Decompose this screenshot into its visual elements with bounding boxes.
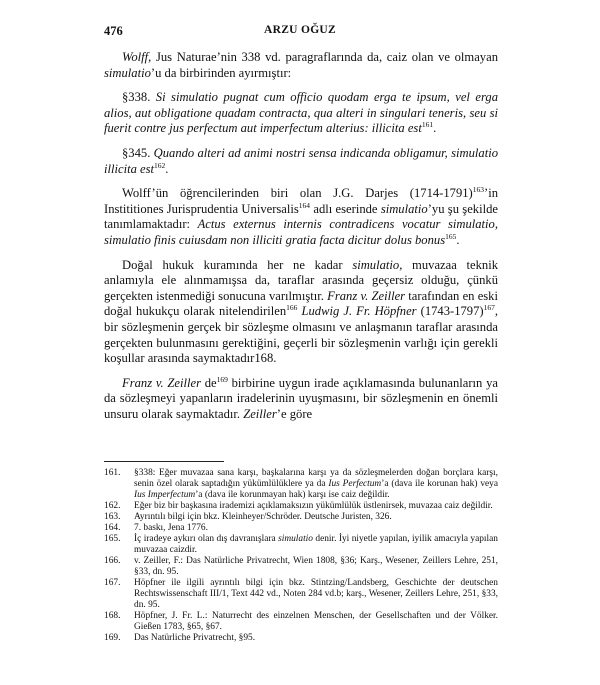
footnote-number: 163. xyxy=(104,512,121,522)
footnote-169 xyxy=(104,633,498,644)
footnote-165 xyxy=(104,534,498,556)
footnote-number: 161. xyxy=(104,468,121,478)
text-run: ’a (dava ile korunmayan hak) karşı ise caiz değildir. xyxy=(195,490,390,500)
footnote-164 xyxy=(104,523,498,534)
footnote-ref: 163 xyxy=(472,184,484,194)
footnote-ref: 165 xyxy=(445,231,457,241)
footnote-text: Das Natürliche Privatrecht, §95. xyxy=(134,633,256,643)
latin-quote: Quando alteri ad animi nostri sensa indicanda obligamur, simulatio illicita est xyxy=(104,145,498,176)
latin-quote: Si simulatio pugnat cum officio quodam erga te ipsum, vel erga alios, aut obligatione quadam contracta, qua alteri in singulari teneris, seu si fuerit contre jus perfectum aut imperfectum alterius: illicita est xyxy=(104,90,499,136)
latin-quote: Actus externus internis contradicens vocatur simulatio, simulatio finis cuiusdam non illiciti gratia facta dicitur dolus bonus xyxy=(104,217,498,247)
footnote-161 xyxy=(104,468,498,501)
latin-term: Ius Imperfectum xyxy=(134,490,196,500)
footnote-ref: 162 xyxy=(154,160,166,170)
paragraph-wolff-jus-naturae xyxy=(104,50,498,81)
text-run: denir. İyi niyetle yapılan, iyilik amacıyla yapılan muvazaa caizdir. xyxy=(134,534,498,555)
text-run: tarafından en eski doğal hukukçu olarak nitelendirilen xyxy=(104,288,498,319)
text-run: , Jus Naturae’nin 338 vd. paragraflarında da, caiz olan ve olmayan xyxy=(148,50,498,64)
text-run: adlı eserinde xyxy=(310,201,381,216)
text-run: ’e göre xyxy=(276,406,313,421)
paragraph-darjes xyxy=(104,186,498,248)
footnote-number: 164. xyxy=(104,523,121,533)
author-name: Zeiller xyxy=(243,406,277,421)
footnote-163 xyxy=(104,512,498,523)
author-name: Franz v. Zeiller xyxy=(122,375,201,390)
footnote-number: 165. xyxy=(104,534,121,544)
text-run: İç iradeye aykırı olan dış davranışlara xyxy=(134,534,279,544)
text-run: (1743-1797) xyxy=(416,304,484,319)
latin-term: Ius Perfectum xyxy=(328,479,382,489)
footnote-number: 166. xyxy=(104,556,121,566)
text-run: . xyxy=(456,232,460,247)
footnote-text: Höpfner ile ilgili ayrıntılı bilgi için bkz. Stintzing/Landsberg, Geschichte der deutschen Rechtswissenschaft III/1, Text 442 vd., Noten 284 vd.b; karş., Wesener, Zeillers Lehre, 251, §33, dn. 95. xyxy=(134,578,498,610)
latin-term: simulatio xyxy=(104,65,151,80)
footnote-ref: 164 xyxy=(298,200,311,210)
paragraph-natural-law xyxy=(104,258,498,367)
author-name: Ludwig J. Fr. Höpfner xyxy=(301,304,417,319)
text-run: , bir sözleşmenin gerçek bir sözleşme olmasını ve anlaşmanın taraflar arasında gerçekten bulunmasını gerektiğini, geçerli bir sözleşmenin varlığı için gerekli koşullar arasında saymaktadır168. xyxy=(104,304,498,366)
paragraph-zeiller xyxy=(104,376,498,423)
footnote-ref: 166 xyxy=(286,303,298,313)
footnote-ref: 167 xyxy=(483,303,495,313)
footnote-text: Eğer biz bir başkasına irademizi açıklamaksızın yükümlülük üstlenirsek, muvazaa caiz değildir. xyxy=(134,501,493,511)
text-run: ’a (dava ile korunan hak) veya xyxy=(381,479,499,489)
footnote-text: Ayrıntılı bilgi için bkz. Kleinheyer/Schröder. Deutsche Juristen, 326. xyxy=(134,512,392,522)
paragraph-section-345 xyxy=(104,146,498,177)
footnote-text: v. Zeiller, F.: Das Natürliche Privatrecht, Wien 1808, §36; Karş., Wesener, Zeillers Lehre, 251, §33, dn. 95. xyxy=(134,556,498,577)
text-run: de xyxy=(200,375,217,390)
footnote-162 xyxy=(104,501,498,512)
footnote-text: 7. baskı, Jena 1776. xyxy=(134,523,208,533)
author-name: Franz v. Zeiller xyxy=(327,288,406,303)
latin-term: simulatio, xyxy=(352,257,403,272)
footnote-ref: 161 xyxy=(421,120,434,130)
footnote-number: 162. xyxy=(104,501,121,511)
footnote-167 xyxy=(104,578,498,611)
footnote-ref: 169 xyxy=(216,374,228,384)
text-run: Wolff’ün öğrencilerinden biri olan J.G. Darjes (1714-1791) xyxy=(122,186,473,201)
footnote-divider xyxy=(104,461,224,462)
text-run: birbirine uygun irade açıklamasında bulunanların ya da sözleşmeyi yapanların iradelerinin uyuşmasını, bir sözleşmenin en önemli unsuru olarak saymaktadır. xyxy=(104,375,498,421)
paragraph-section-338 xyxy=(104,90,498,137)
text-run: muvazaa teknik anlamıyla ele alınmamışsa da, taraflar arasında geçersiz olduğu, çünkü gerçekten istenmediği sonucuna varılmıştır. xyxy=(104,257,498,303)
footnote-text xyxy=(134,468,498,501)
footnote-text: Höpfner, J. Fr. L.: Naturrecht des einzelnen Menschen, der Gesellschaften und der Völker. Gießen 1783, §65, §67. xyxy=(134,611,498,632)
footnote-text xyxy=(134,534,498,556)
author-name: Wolff xyxy=(122,50,149,64)
footnote-168 xyxy=(104,611,498,633)
text-run: ’in Instititiones Jurisprudentia Universalis xyxy=(104,186,498,216)
page-number: 476 xyxy=(104,24,123,38)
text-run: . xyxy=(165,161,169,176)
text-run: ’yu şu şekilde tanımlamaktadır: xyxy=(104,201,498,232)
footnote-number: 167. xyxy=(104,578,121,588)
text-run: ’u da birbirinden ayırmıştır: xyxy=(150,65,292,80)
latin-term: simulatio xyxy=(380,201,428,216)
page-header xyxy=(104,24,496,40)
running-head: ARZU OĞUZ xyxy=(263,24,337,36)
body-text xyxy=(104,50,498,431)
section-label: §338. xyxy=(122,90,156,105)
text-run: §338: Eğer muvazaa sana karşı, başkalarına karşı ya da sözleşmelerden doğan borçlara karşı, senin özel olarak saptadığın yükümlülüklere ya da xyxy=(134,468,498,489)
latin-term: simulatio xyxy=(278,534,313,544)
footnote-number: 168. xyxy=(104,611,121,621)
section-label: §345. xyxy=(122,145,154,160)
footnote-number: 169. xyxy=(104,633,121,643)
footnote-166 xyxy=(104,556,498,578)
text-run: . xyxy=(433,121,437,136)
text-run: Doğal hukuk kuramında her ne kadar xyxy=(122,257,353,272)
footnotes xyxy=(104,468,498,644)
